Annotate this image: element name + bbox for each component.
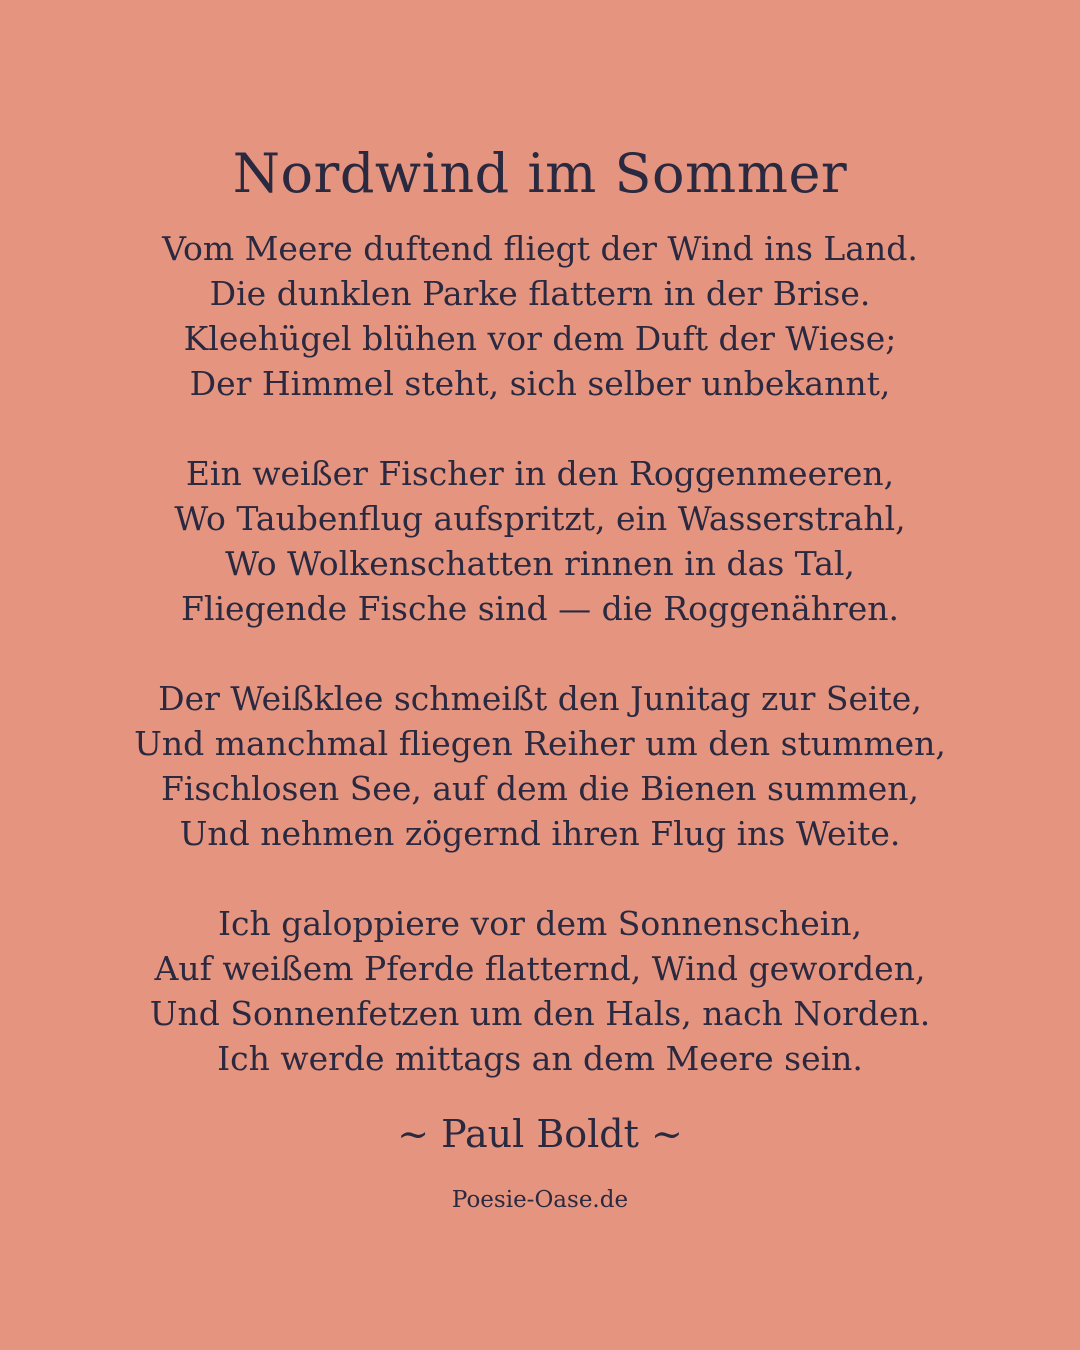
poem-line: Vom Meere duftend fliegt der Wind ins Land. <box>162 229 918 268</box>
poem-line: Auf weißem Pferde flatternd, Wind geworden, <box>154 949 926 988</box>
stanza-4 <box>0 901 1080 1081</box>
poem-line: Wo Wolkenschatten rinnen in das Tal, <box>225 544 855 583</box>
poem-line: Fischlosen See, auf dem die Bienen summen, <box>160 769 920 808</box>
stanza-2 <box>0 451 1080 631</box>
poem-line: Wo Taubenflug aufspritzt, ein Wasserstrahl, <box>174 499 906 538</box>
poem-line: Und nehmen zögernd ihren Flug ins Weite. <box>179 814 901 853</box>
poem-line: Der Himmel steht, sich selber unbekannt, <box>189 364 891 403</box>
poem-line: Der Weißklee schmeißt den Junitag zur Seite, <box>158 679 922 718</box>
stanza-1 <box>0 226 1080 406</box>
poem-line: Ich galoppiere vor dem Sonnenschein, <box>217 904 863 943</box>
stanza-3 <box>0 676 1080 856</box>
poem-line: Kleehügel blühen vor dem Duft der Wiese; <box>183 319 897 358</box>
poem-line: Und Sonnenfetzen um den Hals, nach Norden. <box>149 994 931 1033</box>
poem-body <box>0 226 1080 1126</box>
poem-line: Die dunklen Parke flattern in der Brise. <box>209 274 871 313</box>
poem-line: Und manchmal fliegen Reiher um den stummen, <box>134 724 946 763</box>
poem-title: Nordwind im Sommer <box>232 142 848 205</box>
poem-line: Fliegende Fische sind — die Roggenähren. <box>181 589 899 628</box>
poem-line: Ein weißer Fischer in den Roggenmeeren, <box>185 454 895 493</box>
poem-author: ~ Paul Boldt ~ <box>397 1112 683 1156</box>
source-website: Poesie-Oase.de <box>451 1187 629 1213</box>
poem-line: Ich werde mittags an dem Meere sein. <box>217 1039 863 1078</box>
